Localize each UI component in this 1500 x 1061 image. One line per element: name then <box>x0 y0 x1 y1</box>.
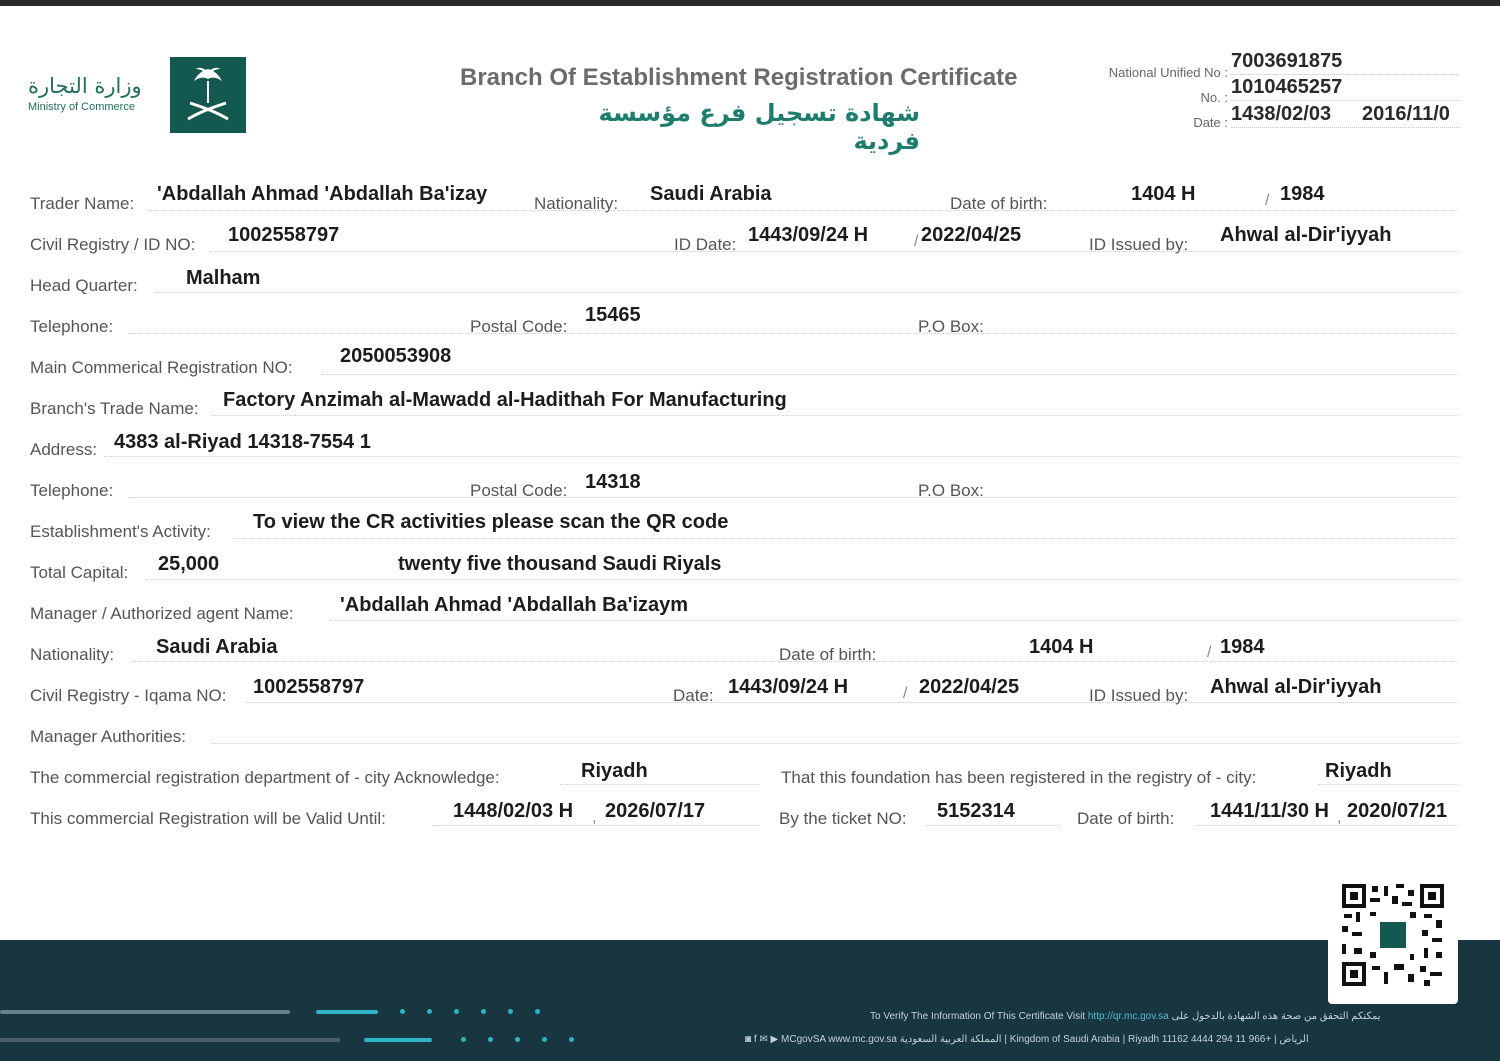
date-hijri: 1438/02/03 <box>1231 103 1332 125</box>
field-line <box>234 538 1458 539</box>
field-line <box>245 702 1458 703</box>
trade-name-value: Factory Anzimah al-Mawadd al-Hadithah For Manufacturing <box>223 389 787 411</box>
manager-id-issued-label: ID Issued by: <box>1089 686 1189 705</box>
national-unified-label: National Unified No : <box>1108 65 1228 80</box>
activity-label: Establishment's Activity: <box>30 522 211 541</box>
saudi-emblem-logo <box>170 57 246 133</box>
phone: +966 11 294 4444 <box>1191 1034 1272 1045</box>
manager-authorities-label: Manager Authorities: <box>30 727 186 746</box>
footer-dot <box>400 1009 405 1014</box>
number-label: No. : <box>1200 90 1228 105</box>
certificate-title-en: Branch Of Establishment Registration Certificate <box>460 64 1018 91</box>
field-line <box>322 374 1458 375</box>
date-separator: , <box>1337 809 1342 826</box>
reg-dob-label: Date of birth: <box>1077 809 1175 828</box>
id-date-hijri: 1443/09/24 H <box>748 224 869 246</box>
ministry-name-ar: وزارة التجارة <box>28 74 142 98</box>
social-handle: MCgovSA <box>781 1034 826 1045</box>
civil-registry-value: 1002558797 <box>228 224 340 246</box>
branch-postal-code-label: Postal Code: <box>470 481 568 500</box>
footer-dot <box>454 1009 459 1014</box>
manager-dob-hijri: 1404 H <box>1029 636 1094 658</box>
certificate-title-ar: شهادة تسجيل فرع مؤسسة فردية <box>598 99 920 155</box>
field-line <box>212 743 1458 744</box>
head-quarter-label: Head Quarter: <box>30 276 138 295</box>
number-value: 1010465257 <box>1231 76 1343 98</box>
address-label: Address: <box>30 440 98 459</box>
registration-dept-label: The commercial registration department of - city Acknowledge: <box>30 768 500 787</box>
city: Riyadh 11162 <box>1127 1034 1189 1045</box>
ministry-name-en: Ministry of Commerce <box>28 101 135 113</box>
field-line <box>560 784 760 785</box>
date-gregorian: 2016/11/0 <box>1362 103 1450 125</box>
registry-city-label: That this foundation has been registered in the registry of - city: <box>781 768 1257 787</box>
field-line <box>210 251 1458 252</box>
valid-until-label: This commercial Registration will be Valid Until: <box>30 809 386 828</box>
trade-name-label: Branch's Trade Name: <box>30 399 199 418</box>
branch-telephone-label: Telephone: <box>30 481 114 500</box>
divider <box>1231 74 1459 75</box>
manager-date-label: Date: <box>673 686 714 705</box>
activity-value: To view the CR activities please scan the QR code <box>253 511 729 533</box>
main-cr-label: Main Commerical Registration NO: <box>30 358 293 377</box>
head-quarter-value: Malham <box>186 267 261 289</box>
address-value: 4383 al-Riyad 14318-7554 1 <box>114 431 371 453</box>
id-date-gregorian: 2022/04/25 <box>921 224 1022 246</box>
manager-dob-gregorian: 1984 <box>1220 636 1265 658</box>
manager-date-hijri: 1443/09/24 H <box>728 676 849 698</box>
field-line <box>1318 784 1458 785</box>
footer-dot <box>535 1009 540 1014</box>
manager-civil-label: Civil Registry - Iqama NO: <box>30 686 227 705</box>
footer-dot <box>508 1009 513 1014</box>
trader-name-label: Trader Name: <box>30 194 135 213</box>
footer-stripe <box>364 1038 432 1042</box>
footer-dot <box>461 1037 466 1042</box>
reg-dob-hijri: 1441/11/30 H <box>1210 800 1329 822</box>
verify-text: To Verify The Information Of This Certificate Visit http://qr.mc.gov.sa يمكنكم التحقق من صحة هذه الشهادة بالدخول على <box>870 1011 1381 1022</box>
nationality-label: Nationality: <box>534 194 619 213</box>
capital-words: twenty five thousand Saudi Riyals <box>398 553 722 575</box>
footer-stripe <box>0 1010 290 1014</box>
branch-po-box-label: P.O Box: <box>918 481 984 500</box>
date-separator: , <box>592 809 597 826</box>
field-line <box>432 825 760 826</box>
valid-until-hijri: 1448/02/03 H <box>453 800 574 822</box>
ticket-label: By the ticket NO: <box>779 809 907 828</box>
trader-name-value: 'Abdallah Ahmad 'Abdallah Ba'izay <box>157 183 488 205</box>
footer-dot <box>515 1037 520 1042</box>
social-icons: ◙ f ✉ ▶ <box>745 1034 779 1045</box>
postal-code-label: Postal Code: <box>470 317 568 336</box>
footer-dot <box>488 1037 493 1042</box>
main-cr-value: 2050053908 <box>340 345 452 367</box>
field-line <box>132 661 1458 662</box>
footer-stripe <box>0 1038 340 1042</box>
id-issued-value: Ahwal al-Dir'iyyah <box>1220 224 1392 246</box>
registration-dept-city: Riyadh <box>581 760 648 782</box>
manager-nationality-label: Nationality: <box>30 645 115 664</box>
date-separator: / <box>903 685 908 702</box>
ticket-value: 5152314 <box>937 800 1015 822</box>
registry-city-value: Riyadh <box>1325 760 1392 782</box>
nationality-value: Saudi Arabia <box>650 183 772 205</box>
field-line <box>128 497 1458 498</box>
id-issued-label: ID Issued by: <box>1089 235 1189 254</box>
top-border <box>0 0 1500 6</box>
field-line <box>128 333 1458 334</box>
footer-dot <box>542 1037 547 1042</box>
city-ar: الرياض <box>1279 1034 1309 1045</box>
id-date-label: ID Date: <box>674 235 737 254</box>
field-line <box>146 579 1458 580</box>
verify-text-ar: يمكنكم التحقق من صحة هذه الشهادة بالدخول على <box>1171 1011 1381 1022</box>
valid-until-gregorian: 2026/07/17 <box>605 800 706 822</box>
field-line <box>925 825 1060 826</box>
footer-dot <box>427 1009 432 1014</box>
date-separator: / <box>914 233 919 250</box>
field-line <box>155 292 1458 293</box>
verify-link[interactable]: http://qr.mc.gov.sa <box>1087 1011 1169 1022</box>
country-en: Kingdom of Saudi Arabia <box>1009 1034 1120 1045</box>
date-separator: / <box>1207 644 1212 661</box>
field-line <box>330 620 1458 621</box>
manager-dob-label: Date of birth: <box>779 645 877 664</box>
telephone-label: Telephone: <box>30 317 114 336</box>
manager-nationality-value: Saudi Arabia <box>156 636 278 658</box>
divider <box>1231 100 1459 101</box>
date-separator: / <box>1265 192 1270 209</box>
manager-date-gregorian: 2022/04/25 <box>919 676 1020 698</box>
capital-value: 25,000 <box>158 553 220 575</box>
divider <box>1231 127 1459 128</box>
manager-name-label: Manager / Authorized agent Name: <box>30 604 294 623</box>
capital-label: Total Capital: <box>30 563 129 582</box>
website-link[interactable]: www.mc.gov.sa <box>828 1034 897 1045</box>
field-line <box>148 210 1458 211</box>
footer-stripe <box>316 1010 378 1014</box>
po-box-label: P.O Box: <box>918 317 984 336</box>
postal-code-value: 15465 <box>585 304 641 326</box>
date-label: Date : <box>1193 115 1228 130</box>
dob-label: Date of birth: <box>950 194 1048 213</box>
branch-postal-code-value: 14318 <box>585 471 641 493</box>
dob-gregorian: 1984 <box>1280 183 1325 205</box>
field-line <box>212 415 1458 416</box>
emblem-icon <box>1378 920 1408 950</box>
manager-id-issued-value: Ahwal al-Dir'iyyah <box>1210 676 1382 698</box>
field-line <box>1196 825 1458 826</box>
field-line <box>104 456 1458 457</box>
civil-registry-label: Civil Registry / ID NO: <box>30 235 196 254</box>
manager-civil-value: 1002558797 <box>253 676 365 698</box>
footer-contact: ◙ f ✉ ▶ MCgovSA www.mc.gov.sa المملكة العربية السعودية | Kingdom of Saudi Arabia | Riyadh 11162 الرياض | +966 11 294 4444 <box>745 1034 1309 1045</box>
national-unified-value: 7003691875 <box>1231 50 1343 72</box>
footer-dot <box>569 1037 574 1042</box>
dob-hijri: 1404 H <box>1131 183 1196 205</box>
footer-dot <box>481 1009 486 1014</box>
reg-dob-gregorian: 2020/07/21 <box>1347 800 1448 822</box>
manager-name-value: 'Abdallah Ahmad 'Abdallah Ba'izaym <box>340 594 689 616</box>
country-ar: المملكة العربية السعودية <box>899 1034 1002 1045</box>
